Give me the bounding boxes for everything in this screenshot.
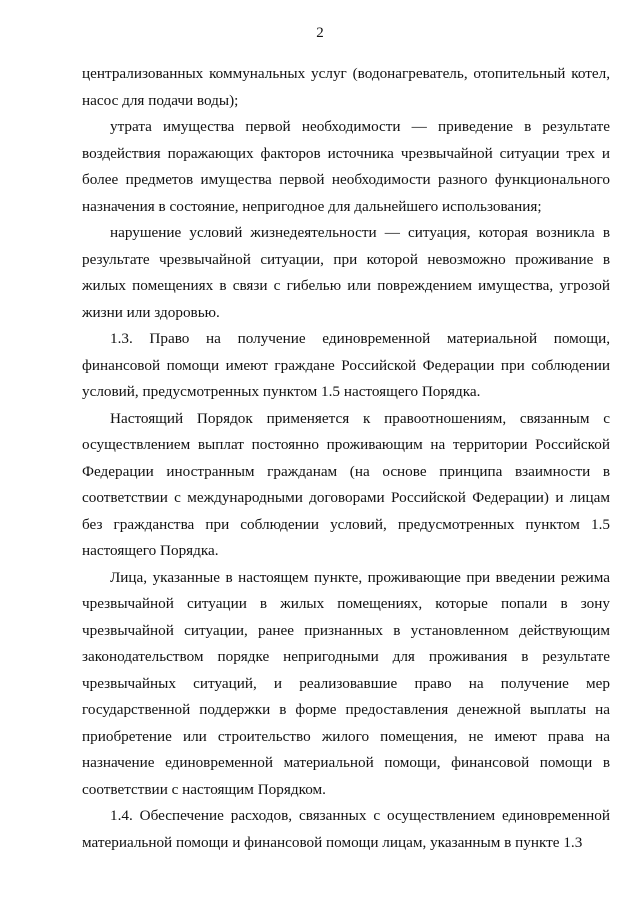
document-body: [82, 61, 610, 856]
paragraph-section-1-4: 1.4. Обеспечение расходов, связанных с осуществлением единовременной материальной помощи и финансовой помощи лицам, указанным в пункте 1.3: [82, 807, 610, 851]
paragraph-living-conditions-definition: нарушение условий жизнедеятельности — ситуация, которая возникла в результате чрезвычайной ситуации, при которой невозможно проживание в жилых помещениях в связи с гибелью или повреждением имущества, угрозой жизни или здоровью.: [82, 224, 610, 321]
page-number: 2: [316, 25, 324, 41]
paragraph-loss-of-property-definition: утрата имущества первой необходимости — приведение в результате воздействия поражающих факторов источника чрезвычайной ситуации трех и более предметов имущества первой необходимости разного функционального назначения в состояние, непригодное для дальнейшего использования;: [82, 118, 610, 215]
paragraph-utilities-continuation: централизованных коммунальных услуг (водонагреватель, отопительный котел, насос для подачи воды);: [82, 65, 610, 109]
paragraph-foreign-citizens: Настоящий Порядок применяется к правоотношениям, связанным с осуществлением выплат постоянно проживающим на территории Российской Федерации иностранным гражданам (на основе принципа взаимности в соответствии с международными договорами Российской Федерации) и лицам без гражданства при соблюдении условий, предусмотренных пунктом 1.5 настоящего Порядка.: [82, 409, 610, 559]
paragraph-section-1-3: 1.3. Право на получение единовременной материальной помощи, финансовой помощи имеют граждане Российской Федерации при соблюдении условий, предусмотренных пунктом 1.5 настоящего Порядка.: [82, 330, 610, 400]
paragraph-ineligible-persons: Лица, указанные в настоящем пункте, проживающие при введении режима чрезвычайной ситуации в жилых помещениях, которые попали в зону чрезвычайной ситуации, ранее признанных в установленном действующим законодательством порядке непригодными для проживания в результате чрезвычайных ситуаций, и реализовавшие право на получение мер государственной поддержки в форме предоставления денежной выплаты на приобретение или строительство жилого помещения, не имеют права на назначение единовременной материальной помощи, финансовой помощи в соответствии с настоящим Порядком.: [82, 568, 610, 798]
